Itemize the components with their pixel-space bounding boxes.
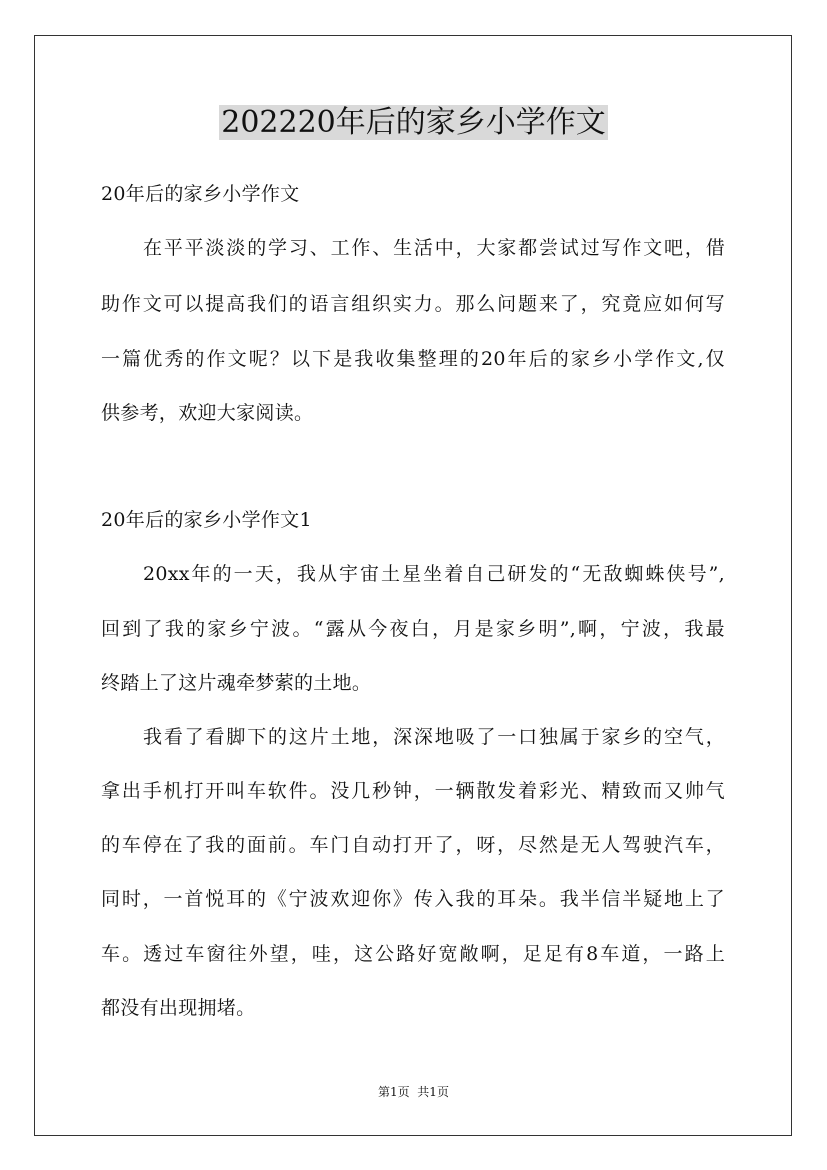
para2-line-4: 同时，一首悦耳的《宁波欢迎你》传入我的耳朵。我半信半疑地上了 [101,888,725,910]
para1-line-2: 回到了我的家乡宁波。“露从今夜白，月是家乡明”,啊，宁波，我最 [101,618,725,640]
intro-line-1: 在平平淡淡的学习、工作、生活中，大家都尝试过写作文吧，借 [143,237,725,259]
intro-line-3: 一篇优秀的作文呢？以下是我收集整理的20年后的家乡小学作文,仅 [101,348,725,370]
document-title-text: 202220年后的家乡小学作文 [221,105,606,140]
essay-heading: 20年后的家乡小学作文1 [101,509,312,531]
para2-line-5: 车。透过车窗往外望，哇，这公路好宽敞啊，足足有8车道，一路上 [101,943,725,965]
section-heading: 20年后的家乡小学作文 [101,183,300,205]
para2-line-3: 的车停在了我的面前。车门自动打开了，呀，尽然是无人驾驶汽车， [101,834,725,856]
para2-line-1: 我看了看脚下的这片土地，深深地吸了一口独属于家乡的空气， [143,726,725,748]
page-footer: 第1页 共1页 [378,1085,449,1099]
para1-line-3: 终踏上了这片魂牵梦萦的土地。 [101,672,372,694]
document-title [0,103,827,143]
intro-line-2: 助作文可以提高我们的语言组织实力。那么问题来了，究竟应如何写 [101,293,725,315]
intro-line-4: 供参考，欢迎大家阅读。 [101,402,314,424]
para1-line-1: 20xx年的一天，我从宇宙土星坐着自己研发的“无敌蜘蛛侠号”, [143,563,725,585]
para2-line-2: 拿出手机打开叫车软件。没几秒钟，一辆散发着彩光、精致而又帅气 [101,780,725,802]
para2-line-6: 都没有出现拥堵。 [101,997,256,1019]
